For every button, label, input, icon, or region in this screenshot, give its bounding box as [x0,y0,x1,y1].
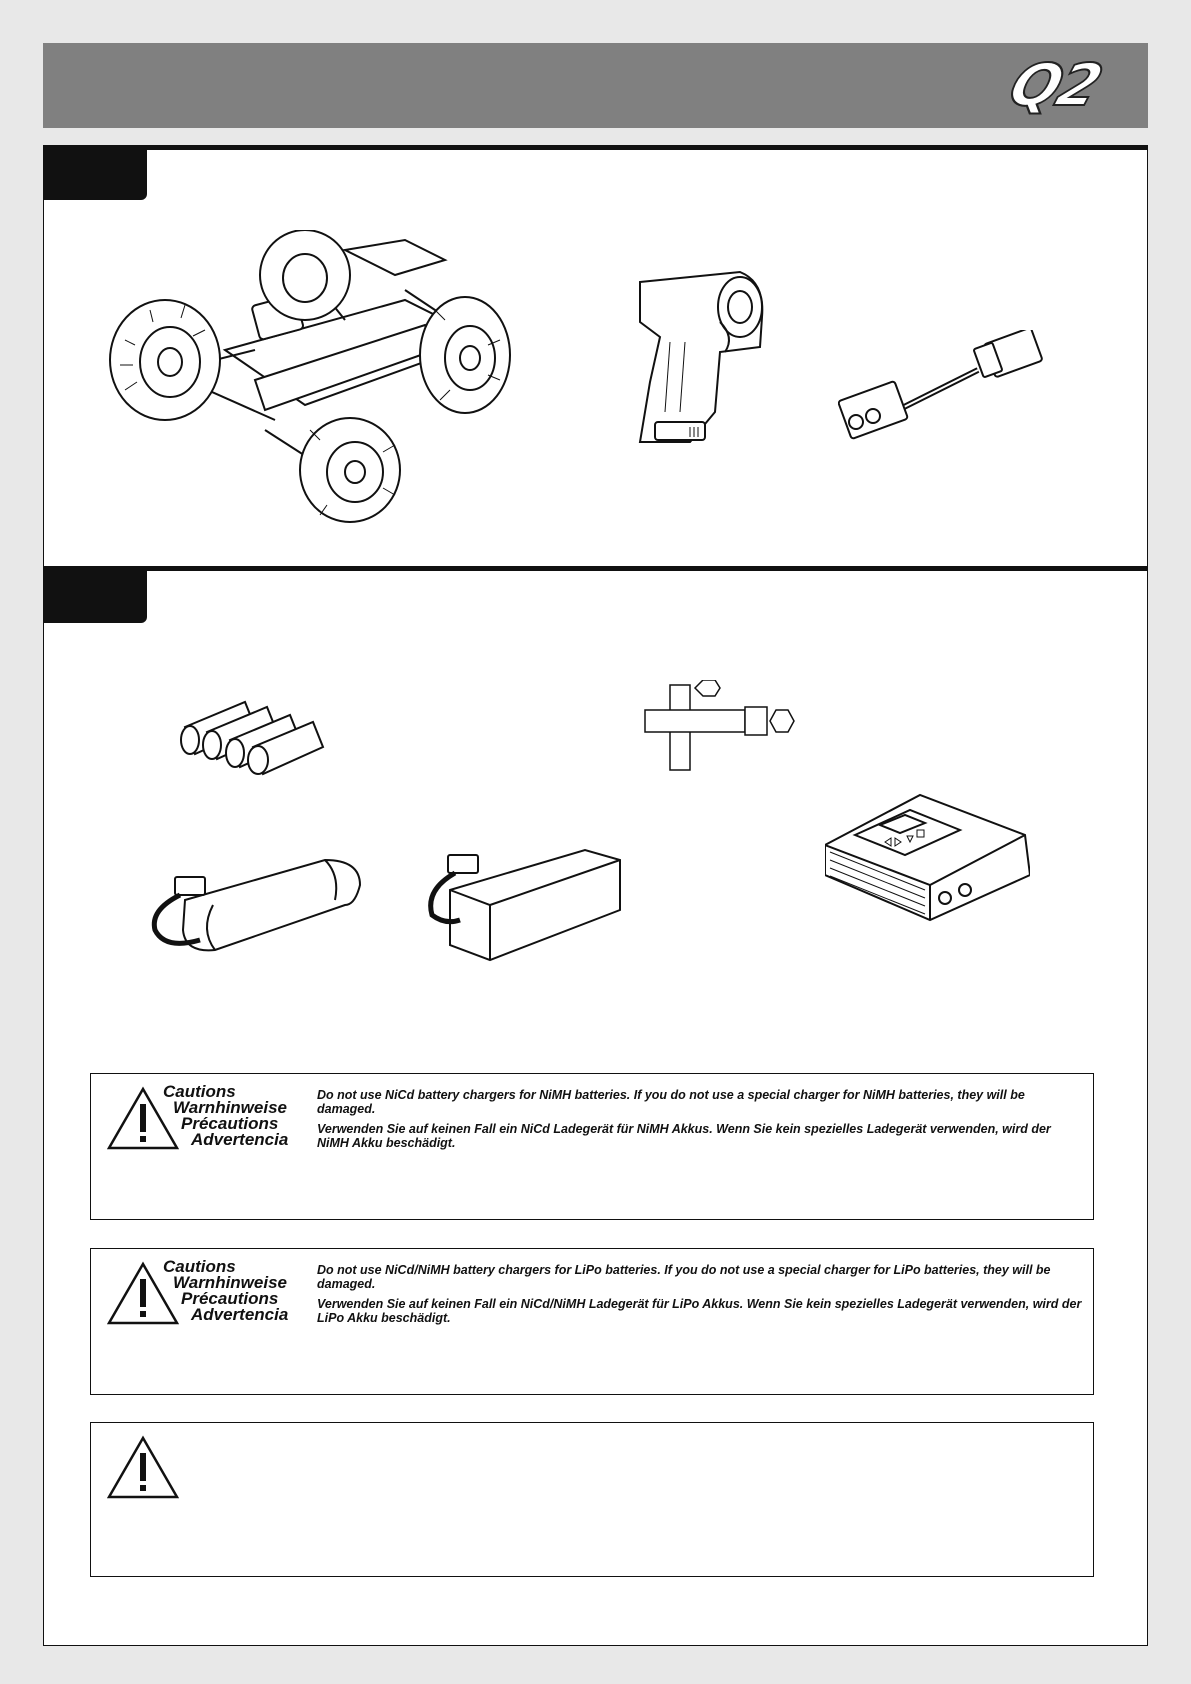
section-tab-1 [43,148,147,200]
label-cautions: Cautions [163,1257,236,1276]
cross-wrench-illustration [640,680,800,775]
caution-text [317,1263,1085,1331]
lipo-battery-pack-illustration [420,845,625,965]
label-advertencia: Advertencia [191,1130,289,1149]
caution-text-en: Do not use NiCd/NiMH battery chargers for LiPo batteries. If you do not use a special charger for LiPo batteries, they will be damaged. [317,1263,1051,1291]
caution-text-de: Verwenden Sie auf keinen Fall ein NiCd Ladegerät für NiMH Akkus. Wenn Sie kein spezielles Ladegerät verwenden, wird der NiMH Akku beschädigt. [317,1122,1051,1150]
caution-text-en: Do not use NiCd battery chargers for NiMH batteries. If you do not use a special charger for NiMH batteries, they will be damaged. [317,1088,1025,1116]
label-advertencia: Advertencia [191,1305,289,1324]
warning-triangle-icon [107,1435,179,1499]
label-warnhinweise: Warnhinweise [173,1273,287,1292]
caution-box-lipo [90,1248,1094,1395]
caution-text-de: Verwenden Sie auf keinen Fall ein NiCd/NiMH Ladegerät für LiPo Akkus. Wenn Sie kein spezielles Ladegerät verwenden, wird der LiPo Akku beschädigt. [317,1297,1082,1325]
adapter-cable-illustration [838,330,1058,450]
section-tab-2 [43,571,147,623]
transmitter-illustration [630,262,780,447]
label-warnhinweise: Warnhinweise [173,1098,287,1117]
section-divider [43,566,1148,571]
logo-text: Q2 [1001,51,1109,119]
caution-text [317,1088,1085,1156]
q2-logo [975,47,1135,123]
aa-batteries-illustration [175,682,335,777]
caution-box-nimh [90,1073,1094,1220]
label-precautions: Précautions [181,1289,279,1308]
nimh-battery-pack-illustration [145,855,365,960]
battery-charger-illustration [825,790,1030,925]
monster-truck-illustration [105,230,525,525]
caution-box-general [90,1422,1094,1577]
label-precautions: Précautions [181,1114,279,1133]
label-cautions: Cautions [163,1082,236,1101]
